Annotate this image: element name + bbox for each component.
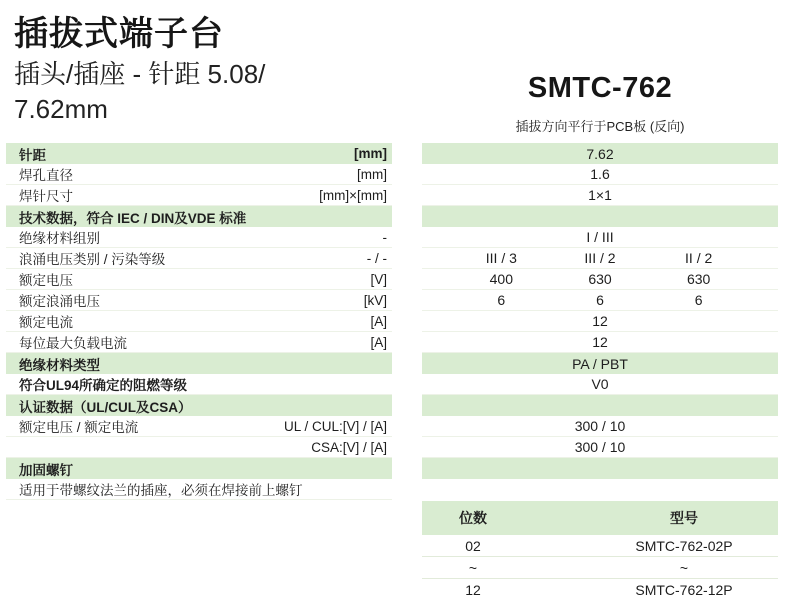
spec-row-unit: [A] [370,313,387,329]
part-number-row [422,535,778,557]
spec-value: 6 [694,292,703,308]
part-number-model: SMTC-762-02P [635,537,733,554]
spec-value: 630 [588,271,612,287]
spec-row-label: 额定浪涌电压 [19,294,100,309]
spec-row-label: 适用于带螺纹法兰的插座，必须在焊接前上螺钉 [19,483,303,498]
part-number-row [422,557,778,579]
part-number-row [422,579,778,600]
spec-value-row [422,248,778,269]
spec-value: 400 [489,271,513,287]
spec-value: 6 [497,292,506,308]
spec-value-row [422,206,778,227]
part-number-positions: ~ [468,559,478,576]
model-number: SMTC-762 [527,72,673,104]
spec-value: 7.62 [586,145,614,162]
spec-table-values [422,143,778,479]
part-number-table [422,501,778,600]
part-number-positions: 12 [465,581,481,598]
spec-row-label: 加固螺钉 [19,462,73,478]
spec-value-row [422,290,778,311]
spec-row-label: 额定电压 / 额定电流 [19,420,139,435]
spec-value-row [422,143,778,164]
model-block [422,72,778,135]
column-header-positions: 位数 [459,510,487,526]
spec-value: V0 [591,376,609,392]
spec-row [6,206,392,227]
part-number-model: ~ [679,559,689,576]
spec-value: 1×1 [588,187,612,203]
spec-row [6,248,392,269]
spec-row [6,269,392,290]
spec-row [6,227,392,248]
spec-value: III / 3 [485,250,517,266]
subtitle-line-2: 7.62mm [14,94,108,124]
part-number-table-header [422,501,778,535]
spec-row-unit: [V] [370,271,387,287]
spec-row-label: 额定电压 [19,273,73,288]
spec-value: 300 / 10 [574,418,626,434]
spec-row-unit: - [382,229,387,245]
spec-row-unit: [mm] [354,146,387,161]
spec-value: 300 / 10 [574,439,626,455]
spec-value: III / 2 [584,250,616,266]
part-number-positions: 02 [465,537,481,554]
spec-value-row [422,374,778,395]
spec-row-label: 认证数据（UL/CUL及CSA） [19,399,192,415]
spec-row-unit: [kV] [363,292,387,308]
spec-value-row [422,227,778,248]
model-caption: 插拔方向平行于PCB板 (反向) [515,119,685,134]
spec-row [6,374,392,395]
spec-row-unit: [A] [370,334,387,350]
spec-row-unit: [mm] [357,166,387,182]
spec-row-label: 技术数据，符合 IEC / DIN及VDE 标准 [19,210,247,226]
spec-row [6,416,392,437]
spec-row-unit: [mm]×[mm] [319,187,387,203]
spec-row [6,164,392,185]
spec-value-row [422,416,778,437]
spec-value-row [422,311,778,332]
spec-value: 630 [686,271,711,287]
spec-row-label: 额定电流 [19,315,73,330]
spec-value: 1.6 [590,166,610,182]
spec-row-label: 每位最大负载电流 [19,336,127,351]
spec-row [6,458,392,479]
spec-row [6,332,392,353]
spec-value: PA / PBT [572,355,628,372]
spec-row-label: 绝缘材料组别 [19,231,100,246]
spec-row [6,143,392,164]
spec-row-unit: - / - [366,250,387,266]
spec-row-unit: CSA:[V] / [A] [311,439,387,455]
spec-row [6,395,392,416]
spec-row [6,353,392,374]
spec-value-row [422,437,778,458]
spec-table-labels [6,143,392,500]
subtitle-line-1: 插头/插座 - 针距 5.08/ [14,59,266,89]
spec-row [6,185,392,206]
page-subtitle [14,57,265,127]
spec-value-row [422,185,778,206]
spec-row-label: 焊孔直径 [19,168,73,183]
column-header-model: 型号 [670,510,698,526]
spec-row-label: 针距 [19,147,46,163]
spec-row-label: 绝缘材料类型 [19,357,100,373]
spec-row [6,437,392,458]
spec-value: 12 [592,313,608,329]
part-number-model: SMTC-762-12P [635,581,733,598]
spec-value-row [422,353,778,374]
spec-value-row [422,164,778,185]
spec-value-row [422,458,778,479]
spec-value-row [422,332,778,353]
page-title: 插拔式端子台 [14,15,224,53]
spec-row [6,290,392,311]
spec-row [6,311,392,332]
spec-value: I / III [586,229,614,245]
spec-value-row [422,269,778,290]
spec-row-label: 焊针尺寸 [19,189,73,204]
spec-value: 6 [596,292,604,308]
spec-value: 12 [592,334,608,350]
spec-value: II / 2 [685,250,713,266]
spec-value-row [422,395,778,416]
spec-row-label: 浪涌电压类别 / 污染等级 [19,252,166,267]
spec-row [6,479,392,500]
spec-row-label: 符合UL94所确定的阻燃等级 [19,378,188,393]
part-number-table-body [422,535,778,600]
spec-row-unit: UL / CUL:[V] / [A] [283,418,387,434]
